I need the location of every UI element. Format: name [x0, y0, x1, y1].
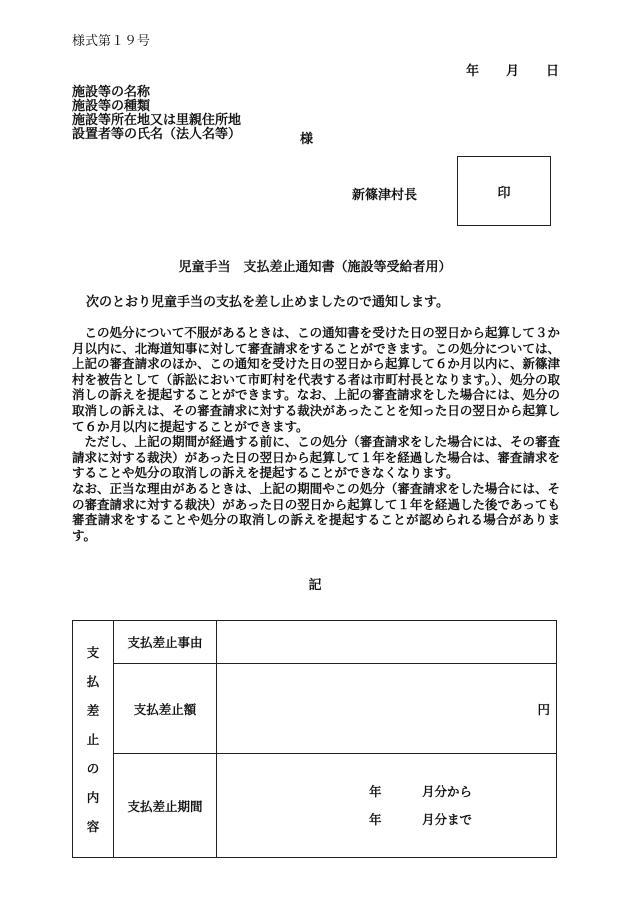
- reason-value-field[interactable]: [217, 621, 557, 664]
- facility-info: [72, 86, 241, 142]
- period-value-field[interactable]: [217, 754, 557, 858]
- period-to-suffix: 月分まで: [422, 812, 473, 827]
- paragraph-appeal: この処分について不服があるときは、この通知書を受けた日の翌日から起算して３か月以内に、北海道知事に対して審査請求をすることができます。この処分については、上記の審査請求のほか、この通知を受けた日の翌日から起算して６か月以内に、新篠津村を被告として（訴訟において市町村を代表する者は市町村長となります。）、処分の取消しの訴えを提起することができます。なお、上記の審査請求をした場合には、処分の取消しの訴えは、その審査請求に対する裁決があったことを知った日の翌日から起算して６か月以内に提起することができます。: [72, 325, 560, 434]
- date-year: 年: [466, 64, 480, 79]
- date-month: 月: [506, 64, 520, 79]
- side-label-cell: [73, 621, 114, 858]
- date-day: 日: [546, 64, 560, 79]
- facility-name-line: 施設等の名称: [72, 85, 151, 100]
- notice-body: [72, 325, 560, 543]
- founder-name-line: 設置者等の氏名（法人名等）: [72, 127, 242, 142]
- side-char: 払: [86, 673, 100, 689]
- paragraph-exception: なお、正当な理由があるときは、上記の期間やこの処分（審査請求をした場合には、その審査請求に対する裁決）があった日の翌日から起算して１年を経過した後であっても審査請求をすることや処分の取消しの訴えを提起することが認められる場合があります。: [72, 480, 560, 543]
- side-char: 容: [86, 818, 100, 834]
- period-from-year: 年: [369, 784, 382, 799]
- amount-label: 支払差止額: [114, 664, 217, 754]
- amount-value-field[interactable]: [217, 664, 557, 754]
- side-char: 支: [86, 644, 100, 660]
- period-label: 支払差止期間: [114, 754, 217, 858]
- seal-box: [457, 156, 551, 226]
- honorific: 様: [300, 132, 314, 147]
- issuer-name: 新篠津村長: [352, 188, 418, 203]
- suspension-table: [72, 620, 557, 858]
- period-from: [369, 782, 472, 800]
- side-char: 差: [86, 702, 100, 718]
- reason-label: 支払差止事由: [114, 621, 217, 664]
- paragraph-limit: ただし、上記の期間が経過する前に、この処分（審査請求をした場合には、その審査請求に対する裁決）があった日の翌日から起算して１年を経過した場合は、審査請求をすることや処分の取消しの訴えを提起することができなくなります。: [72, 434, 560, 481]
- yen-unit: 円: [537, 701, 550, 717]
- side-char: 止: [86, 731, 100, 747]
- ki-heading: 記: [308, 578, 322, 593]
- period-from-suffix: 月分から: [422, 784, 473, 799]
- period-to: [369, 810, 472, 828]
- side-char: の: [86, 760, 100, 776]
- period-to-year: 年: [369, 812, 382, 827]
- date-line: [466, 60, 559, 79]
- lead-sentence: 次のとおり児童手当の支払を差し止めましたので通知します。: [86, 295, 449, 310]
- seal-label: 印: [497, 185, 511, 201]
- form-number: 様式第１９号: [72, 34, 151, 49]
- document-title: 児童手当 支払差止通知書（施設等受給者用）: [178, 260, 452, 275]
- facility-address-line: 施設等所在地又は里親住所地: [72, 113, 242, 128]
- facility-type-line: 施設等の種類: [72, 99, 151, 114]
- side-char: 内: [86, 789, 100, 805]
